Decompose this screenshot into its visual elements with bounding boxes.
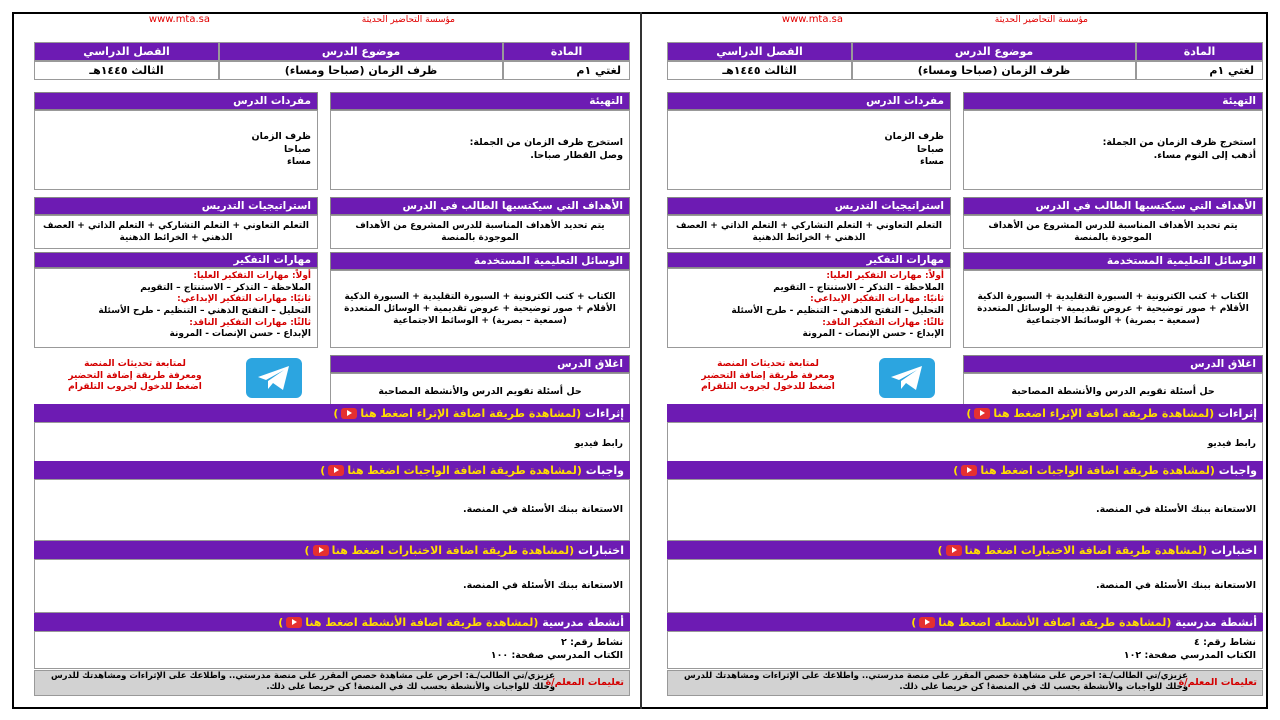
activity-number: نشاط رقم: ٤	[1193, 637, 1256, 648]
telegram-promo[interactable]	[40, 359, 230, 394]
activities-link[interactable]: (لمشاهدة طريقة اضافة الأنشطة اضغط هنا	[305, 615, 539, 629]
teacher-instructions-label: تعليمات المعلم/ة	[1178, 677, 1257, 688]
semester-label: الفصل الدراسي	[34, 42, 219, 61]
teacher-instructions-label: تعليمات المعلم/ة	[545, 677, 624, 688]
activities-header	[667, 613, 1263, 631]
closing-text: حل أسئلة تقويم الدرس والأنشطة المصاحبة	[330, 373, 630, 411]
topic-label: موضوع الدرس	[219, 42, 503, 61]
promo-line: لمتابعة تحديثات المنصة	[84, 359, 186, 369]
strategies-text: التعلم التعاوني + التعلم التشاركي + التعلم الذاتي + العصف الذهني + الخرائط الذهنية	[667, 215, 951, 249]
activities-box	[34, 631, 630, 669]
strategies-text: التعلم التعاوني + التعلم التشاركي + التعلم الذاتي + العصف الذهني + الخرائط الذهنية	[34, 215, 318, 249]
topic-value: ظرف الزمان (صباحا ومساء)	[219, 61, 503, 80]
telegram-icon	[256, 364, 292, 392]
homework-header	[667, 461, 1263, 479]
intro-box	[330, 110, 630, 190]
thinking-title: مهارات التفكير	[667, 252, 951, 268]
youtube-icon[interactable]	[328, 465, 344, 476]
promo-line: ومعرفة طريقة إضافة التحضير	[701, 370, 835, 381]
telegram-icon	[889, 364, 925, 392]
critical-thinking-title: ثالثًا: مهارات التفكير الناقد:	[189, 317, 311, 328]
tests-link[interactable]: (لمشاهدة طريقة اضافة الاختبارات اضغط هنا	[964, 543, 1208, 557]
activity-number: نشاط رقم: ٢	[560, 637, 623, 648]
activities-title: أنشطة مدرسية	[542, 615, 624, 629]
link-close: )	[953, 463, 959, 477]
activities-header	[34, 613, 630, 631]
tests-text: الاستعانة ببنك الأسئلة في المنصة.	[34, 559, 630, 613]
objectives-title: الأهداف التي سيكتسبها الطالب في الدرس	[330, 197, 630, 215]
lesson-page-right	[657, 14, 1263, 706]
promo-line: اضغط للدخول لجروب التلقرام	[701, 382, 835, 393]
intro-line-2: وصل القطار صباحا.	[530, 150, 623, 161]
strategies-title: استراتيجيات التدريس	[34, 197, 318, 215]
thinking-box	[34, 268, 318, 348]
book-page: الكتاب المدرسي صفحة: ١٠٠	[490, 649, 623, 661]
vocab-box	[34, 110, 318, 190]
semester-value: الثالث ١٤٤٥هـ	[667, 61, 852, 80]
tests-link[interactable]: (لمشاهدة طريقة اضافة الاختبارات اضغط هنا	[331, 543, 575, 557]
homework-header	[34, 461, 630, 479]
objectives-text: يتم تحديد الأهداف المناسبة للدرس المشروع من الأهداف الموجودة بالمنصة	[330, 215, 630, 249]
header-label-row	[34, 42, 630, 61]
vocab-box	[667, 110, 951, 190]
youtube-icon[interactable]	[961, 465, 977, 476]
creative-thinking-title: ثانيًا: مهارات التفكير الإبداعي:	[810, 294, 944, 305]
higher-thinking-title: أولاً: مهارات التفكير العليا:	[193, 271, 311, 281]
thinking-box	[667, 268, 951, 348]
lesson-page-left	[24, 14, 630, 706]
strategies-title: استراتيجيات التدريس	[667, 197, 951, 215]
promo-line: اضغط للدخول لجروب التلقرام	[68, 382, 202, 393]
homework-title: واجبات	[1218, 463, 1257, 477]
enrichment-header	[667, 404, 1263, 422]
tests-header	[34, 541, 630, 559]
header-value-row	[34, 61, 630, 80]
link-close: )	[304, 543, 310, 557]
enrichment-text: رابط فيديو	[34, 422, 630, 466]
link-close: )	[320, 463, 326, 477]
promo-line: ومعرفة طريقة إضافة التحضير	[68, 370, 202, 381]
intro-line-1: استخرج ظرف الزمان من الجملة:	[469, 137, 623, 149]
vocab-item: صباحا	[916, 143, 944, 155]
link-close: )	[911, 615, 917, 629]
creative-thinking-title: ثانيًا: مهارات التفكير الإبداعي:	[177, 294, 311, 305]
telegram-promo[interactable]	[673, 359, 863, 394]
enrichment-text: رابط فيديو	[667, 422, 1263, 466]
enrichment-link[interactable]: (لمشاهدة طريقة اضافة الإثراء اضغط هنا	[993, 406, 1215, 420]
semester-value: الثالث ١٤٤٥هـ	[34, 61, 219, 80]
youtube-icon[interactable]	[313, 545, 329, 556]
promo-line: لمتابعة تحديثات المنصة	[717, 359, 819, 369]
vocab-item: مساء	[920, 156, 944, 168]
teacher-instructions-text: عزيزي/تي الطالب/ـة: احرص على مشاهدة حصص المقرر على منصة مدرستي.. واطلاعك على الإثراءات ومشاهدتك للدرس وحلك للواجبات والأنشطة بحسب لك في المنصة! كن حريصا على ذلك.	[683, 671, 1188, 693]
homework-title: واجبات	[585, 463, 624, 477]
link-close: )	[278, 615, 284, 629]
institution-name: مؤسسة التحاضير الحديثة	[994, 15, 1088, 25]
closing-title: اغلاق الدرس	[963, 355, 1263, 373]
enrichment-header	[34, 404, 630, 422]
vocab-item: مساء	[287, 156, 311, 168]
closing-title: اغلاق الدرس	[330, 355, 630, 373]
higher-thinking-text: الملاحظة – التذكر – الاستنتاج – التقويم	[773, 282, 944, 293]
homework-link[interactable]: (لمشاهدة طريقة اضافة الواجبات اضغط هنا	[980, 463, 1215, 477]
critical-thinking-text: الإبداع - حسن الإنصات - المرونة	[802, 329, 944, 340]
institution-name: مؤسسة التحاضير الحديثة	[361, 15, 455, 25]
objectives-text: يتم تحديد الأهداف المناسبة للدرس المشروع من الأهداف الموجودة بالمنصة	[963, 215, 1263, 249]
site-url[interactable]: www.mta.sa	[781, 14, 843, 25]
homework-text: الاستعانة ببنك الأسئلة في المنصة.	[34, 479, 630, 541]
link-close: )	[937, 543, 943, 557]
link-close: )	[333, 406, 339, 420]
tests-title: اختبارات	[578, 543, 624, 557]
tests-text: الاستعانة ببنك الأسئلة في المنصة.	[667, 559, 1263, 613]
tests-title: اختبارات	[1211, 543, 1257, 557]
youtube-icon[interactable]	[974, 408, 990, 419]
link-close: )	[966, 406, 972, 420]
thinking-title: مهارات التفكير	[34, 252, 318, 268]
intro-box	[963, 110, 1263, 190]
subject-value: لغتي ١م	[503, 61, 630, 80]
aids-title: الوسائل التعليمية المستخدمة	[963, 252, 1263, 270]
subject-label: المادة	[1136, 42, 1263, 61]
aids-text: الكتاب + كتب الكترونية + السبورة التقليدية + السبورة الذكية الأقلام + صور توضيحية + عروض تقديمية + الوسائل المتعددة (سمعية – بصرية) + الوسائط الاجتماعية	[330, 270, 630, 348]
vocab-title: مفردات الدرس	[667, 92, 951, 110]
telegram-button[interactable]	[246, 358, 302, 398]
critical-thinking-text: الإبداع - حسن الإنصات - المرونة	[169, 329, 311, 340]
intro-line-2: أذهب إلى النوم مساء.	[1153, 150, 1256, 161]
enrichment-title: إثراءات	[585, 406, 624, 420]
higher-thinking-title: أولاً: مهارات التفكير العليا:	[826, 271, 944, 281]
topic-value: ظرف الزمان (صباحا ومساء)	[852, 61, 1136, 80]
enrichment-title: إثراءات	[1218, 406, 1257, 420]
critical-thinking-title: ثالثًا: مهارات التفكير الناقد:	[822, 317, 944, 328]
youtube-icon[interactable]	[286, 617, 302, 628]
vocab-item: ظرف الزمان	[251, 130, 311, 142]
intro-title: التهيئة	[330, 92, 630, 110]
vocab-title: مفردات الدرس	[34, 92, 318, 110]
vocab-item: ظرف الزمان	[884, 130, 944, 142]
book-page: الكتاب المدرسي صفحة: ١٠٢	[1123, 649, 1256, 661]
vocab-item: صباحا	[283, 143, 311, 155]
youtube-icon[interactable]	[946, 545, 962, 556]
youtube-icon[interactable]	[341, 408, 357, 419]
site-url[interactable]: www.mta.sa	[148, 14, 210, 25]
telegram-button[interactable]	[879, 358, 935, 398]
homework-text: الاستعانة ببنك الأسئلة في المنصة.	[667, 479, 1263, 541]
homework-link[interactable]: (لمشاهدة طريقة اضافة الواجبات اضغط هنا	[347, 463, 582, 477]
teacher-instructions-text: عزيزي/تي الطالب/ـة: احرص على مشاهدة حصص المقرر على منصة مدرستي.. واطلاعك على الإثراءات ومشاهدتك للدرس وحلك للواجبات والأنشطة بحسب لك في المنصة! كن حريصا على ذلك.	[50, 671, 555, 693]
youtube-icon[interactable]	[919, 617, 935, 628]
closing-text: حل أسئلة تقويم الدرس والأنشطة المصاحبة	[963, 373, 1263, 411]
enrichment-link[interactable]: (لمشاهدة طريقة اضافة الإثراء اضغط هنا	[360, 406, 582, 420]
topic-label: موضوع الدرس	[852, 42, 1136, 61]
aids-text: الكتاب + كتب الكترونية + السبورة التقليدية + السبورة الذكية الأقلام + صور توضيحية + عروض تقديمية + الوسائل المتعددة (سمعية – بصرية) + الوسائط الاجتماعية	[963, 270, 1263, 348]
header-value-row	[667, 61, 1263, 80]
higher-thinking-text: الملاحظة – التذكر – الاستنتاج – التقويم	[140, 282, 311, 293]
page-divider	[640, 12, 642, 709]
activities-link[interactable]: (لمشاهدة طريقة اضافة الأنشطة اضغط هنا	[938, 615, 1172, 629]
subject-value: لغتي ١م	[1136, 61, 1263, 80]
objectives-title: الأهداف التي سيكتسبها الطالب في الدرس	[963, 197, 1263, 215]
tests-header	[667, 541, 1263, 559]
subject-label: المادة	[503, 42, 630, 61]
semester-label: الفصل الدراسي	[667, 42, 852, 61]
header-label-row	[667, 42, 1263, 61]
activities-box	[667, 631, 1263, 669]
aids-title: الوسائل التعليمية المستخدمة	[330, 252, 630, 270]
intro-line-1: استخرج ظرف الزمان من الجملة:	[1102, 137, 1256, 149]
intro-title: التهيئة	[963, 92, 1263, 110]
creative-thinking-text: التحليل – التفتح الذهني – التنظيم - طرح الأسئلة	[98, 306, 311, 317]
creative-thinking-text: التحليل – التفتح الذهني – التنظيم - طرح الأسئلة	[731, 306, 944, 317]
activities-title: أنشطة مدرسية	[1175, 615, 1257, 629]
